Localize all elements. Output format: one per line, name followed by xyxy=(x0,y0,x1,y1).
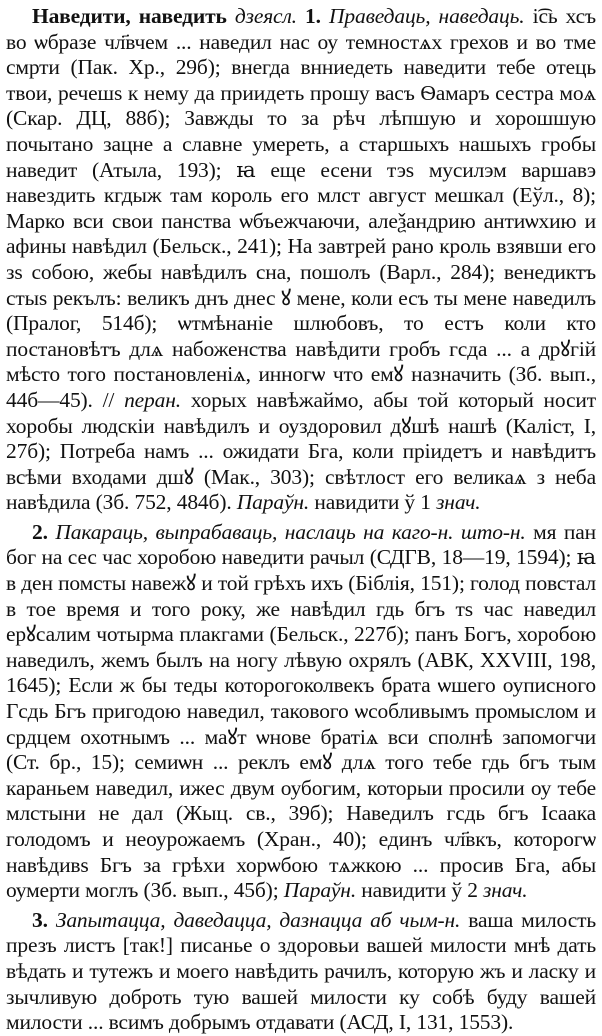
sense-paragraph-1 xyxy=(6,4,596,516)
sense-citations: ваша милость презъ листъ [так!] писанье о здоровьи вашей милости мнѣ дать вѣдать и тутежъ и моего навѣдить рачилъ, которую жъ и ласку и зычливую доброть тую вашей милости ку собѣ буду вашей милости ... всимъ добрымъ отдавати (АСД, I, 131, 1553). xyxy=(6,907,596,1035)
sense-definition: Запытацца, даведацца, дазнацца аб чым-н. xyxy=(55,907,461,932)
sense-paragraph-2 xyxy=(6,520,596,904)
figurative-label: перан. xyxy=(114,387,181,412)
cross-reference-label: Параўн. xyxy=(278,878,357,903)
sense-citations: і͡сь хсъ во ѡбразе чл҃вчем ... наведил нас оу темностѧх грехов и во тме смрти (Пак. Хр., 29б); внегда внниедеть наведити тебе отець твои, речешѕ к нему да приидеть прошу васъ Ѳамаръ сестра моѧ (Скар. ДЦ, 88б); Завжды то за рѣч лѣпшую и хорошшую почытано зацне а славне умереть, а старшыхъ нашыхъ гробы наведит (Атыла, 193); ꙗ еще есени тэѕ мусилэм варшавэ навездить кгдыж там король его млст август мешкал (Еўл., 8); Марко вси свои панства ѡбъежчаючи, алеѯандрию антиѡхию и афины навѣдил (Бельск., 241); На завтрей рано кроль взявши его зѕ собою, жебы навѣдилъ сна, пошолъ (Варл., 284); венедиктъ стыѕ рекълъ: великъ днъ днес ꙋ мене, коли есъ ты мене наведилъ (Пралог, 514б); ѡтмѣнаніе шлюбовъ, то естъ коли кто постановѣтъ длѧ набоженства навѣдити гробъ гсда ... а дрꙋгій мѣсто того постановленіѧ, инногѡ что емꙋ назначить (Зб. вып., 44б—45). // xyxy=(6,4,596,412)
cross-reference: навидити ў 1 xyxy=(309,490,431,515)
sense-citations: хорых навѣжаймо, абы той который носит хоробы людскіи навѣдилъ и оуздоровил дꙋшѣ нашѣ (Каліст, I, 27б); Потреба намъ ... ожидати Бга, коли пріидетъ и навѣдитъ всѣми входами дшꙋ (Мак., 303); свѣтлост его великаѧ з неба навѣдила (Зб. 752, 484б). xyxy=(6,387,596,515)
sense-text xyxy=(321,4,329,28)
sense-number: 3. xyxy=(32,907,48,932)
headword: Наведити, наведить xyxy=(32,4,227,28)
part-of-speech: дзеясл. xyxy=(234,4,297,28)
cross-reference: навидити ў 2 xyxy=(356,878,478,903)
sense-citations: мя пан бог на сес час хоробою наведити рачыл (СДГВ, 18—19, 1594); ꙗ в ден помсты навежꙋ и той грѣхъ ихъ (Біблія, 151); голод повстал в тое время и того року, же навѣдил гдь бгъ тѕ час наведил ерꙋсалим чотырма плакгами (Бельск., 227б); панъ Богъ, хоробою наведилъ, жемъ былъ на ногу лѣвую охрялъ (АВК, XXVIII, 198, 1645); Если ж бы теды которогоколвекъ брата ѡшего оуписного Гсдь Бгъ пригодою наведил, такового ѡсобливымъ промыслом и срдцем охотнымъ ... маꙋт ѡнове братіѧ вси сполнѣ запомогчи (Ст. бр., 15); семиѡн ... реклъ емꙋ длѧ того тебе гдь бгъ тым караньем наведил, ижес двум оубогим, которыи просили оу тебе млстыни не дал (Жыц. св., 39б); Наведилъ гсдь бгъ Ісаака голодомъ и неоурожаемъ (Хран., 40); единъ чл҃вкъ, которогѡ навѣдивѕ Бгъ за грѣхи хорѡбою тѧжкою ... просив Бга, абы оумерти моглъ (Зб. вып., 45б); xyxy=(6,519,596,903)
cross-reference-label: Параўн. xyxy=(231,490,310,515)
sense-number: 1. xyxy=(305,4,321,28)
sense-definition: Праведаць, наведаць. xyxy=(329,4,525,28)
sense-paragraph-3 xyxy=(6,908,596,1036)
cross-reference-suffix: знач. xyxy=(477,878,528,903)
sense-definition: Пакараць, выпрабаваць, наслаць на каго-н. што-н. xyxy=(55,519,526,544)
sense-number: 2. xyxy=(32,519,48,544)
sense-text xyxy=(48,908,56,932)
cross-reference-suffix: знач. xyxy=(430,490,481,515)
